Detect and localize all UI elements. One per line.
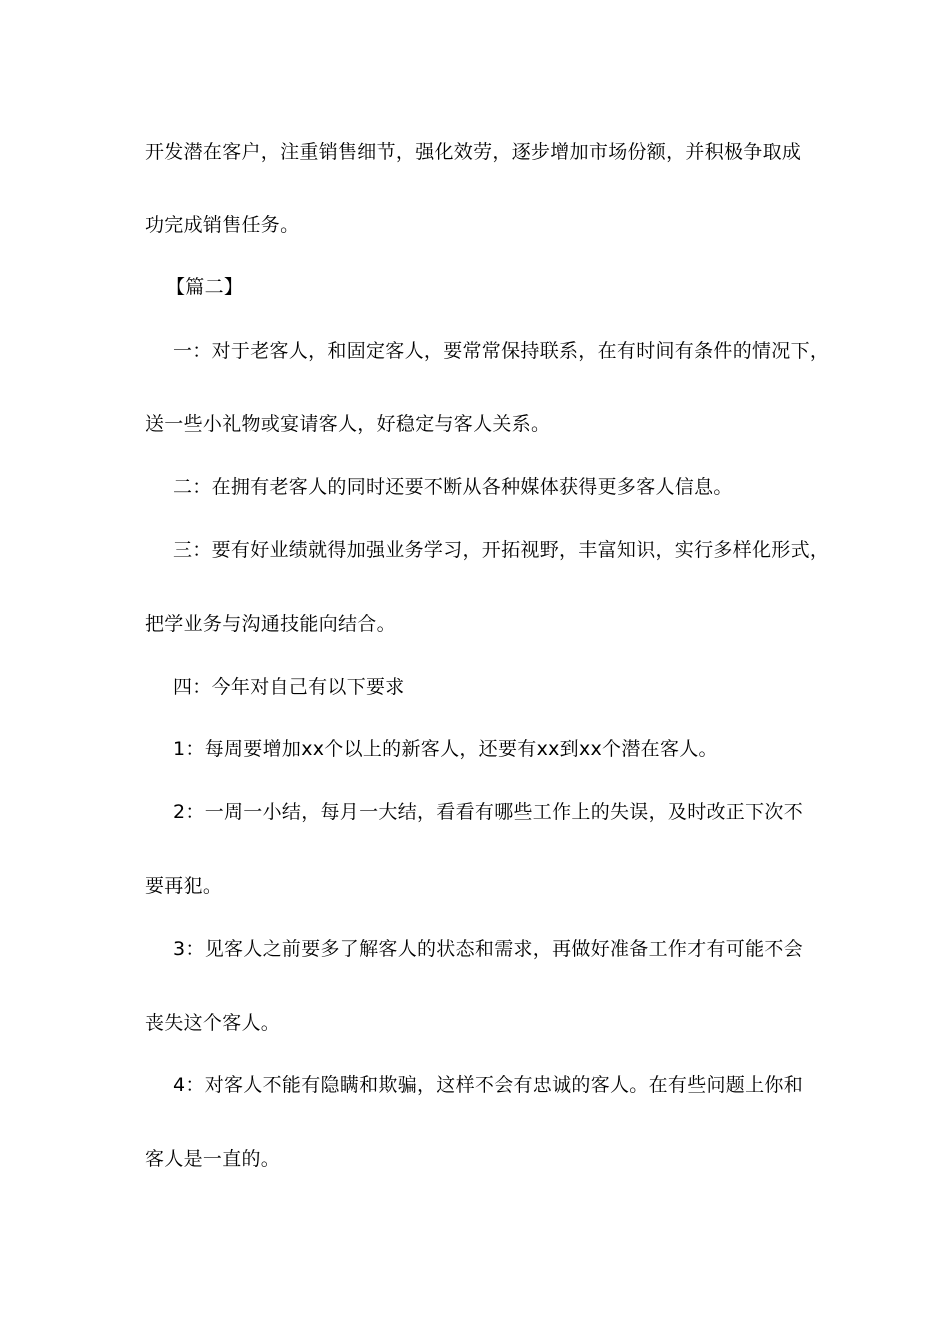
item-three-line-1: 三：要有好业绩就得加强业务学习，开拓视野，丰富知识，实行多样化形式， bbox=[173, 539, 830, 561]
item-three-line-2: 把学业务与沟通技能向结合。 bbox=[145, 613, 396, 635]
requirement-3-line-2: 丧失这个客人。 bbox=[145, 1012, 281, 1034]
paragraph-line-2: 功完成销售任务。 bbox=[145, 214, 300, 236]
requirement-2-line-2: 要再犯。 bbox=[145, 875, 223, 897]
requirement-3-line-1: 3：见客人之前要多了解客人的状态和需求，再做好准备工作才有可能不会 bbox=[173, 938, 803, 960]
item-two-line: 二：在拥有老客人的同时还要不断从各种媒体获得更多客人信息。 bbox=[173, 476, 733, 498]
requirement-2-line-1: 2：一周一小结，每月一大结，看看有哪些工作上的失误，及时改正下次不 bbox=[173, 801, 803, 823]
item-one-line-1: 一：对于老客人，和固定客人，要常常保持联系，在有时间有条件的情况下， bbox=[173, 340, 830, 362]
section-heading: 【篇二】 bbox=[166, 276, 244, 298]
paragraph-line-1: 开发潜在客户，注重销售细节，强化效劳，逐步增加市场份额，并积极争取成 bbox=[145, 141, 802, 163]
requirement-1-line: 1：每周要增加xx个以上的新客人，还要有xx到xx个潜在客人。 bbox=[173, 738, 718, 760]
requirement-4-line-2: 客人是一直的。 bbox=[145, 1148, 281, 1170]
requirement-4-line-1: 4：对客人不能有隐瞒和欺骗，这样不会有忠诚的客人。在有些问题上你和 bbox=[173, 1074, 803, 1096]
item-four-line: 四：今年对自己有以下要求 bbox=[173, 676, 405, 698]
item-one-line-2: 送一些小礼物或宴请客人，好稳定与客人关系。 bbox=[145, 413, 551, 435]
